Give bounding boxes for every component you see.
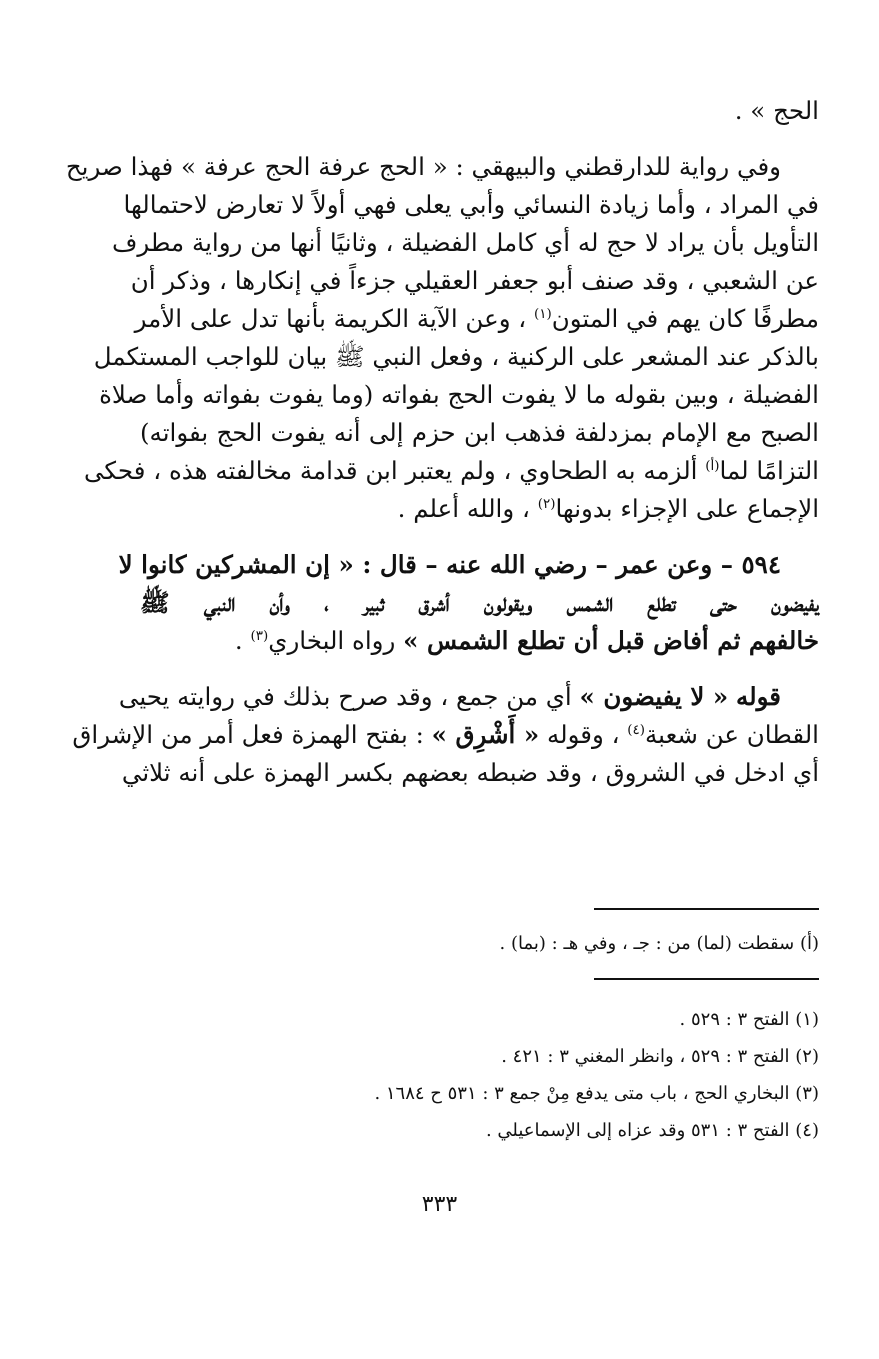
footnote-marker: (١) — [534, 305, 552, 322]
commentary-line: أي ادخل في الشروق ، وقد ضبطه بعضهم بكسر الهمزة على أنه ثلاثي — [121, 758, 819, 787]
footnote: (٣) البخاري الحج ، باب متى يدفع مِنْ جمع ٣ : ٥٣١ ح ١٦٨٤ . — [374, 1083, 819, 1104]
hadith-line: يفيضون حتى تطلع الشمس ويقولون أشرق ثبير ، وأن النبي ﷺ — [140, 588, 819, 617]
apparatus-note: (أ) سقطت (لما) من : جـ ، وفي هـ : (بما) . — [499, 933, 819, 954]
text-line: الفضيلة ، وبين بقوله ما لا يفوت الحج بفواته (وما يفوت بفواته وأما صلاة — [99, 380, 819, 409]
text-line: الصبح مع الإمام بمزدلفة فذهب ابن حزم إلى أنه يفوت الحج بفواته) — [140, 418, 819, 447]
text-line: بالذكر عند المشعر على الركنية ، وفعل النبي ﷺ بيان للواجب المستكمل — [93, 342, 819, 371]
footnote: (٤) الفتح ٣ : ٥٣١ وقد عزاه إلى الإسماعيلي . — [485, 1120, 819, 1141]
separator-rule — [594, 978, 819, 980]
text-line: وفي رواية للدارقطني والبيهقي : « الحج عرفة الحج عرفة » فهذا صريح — [65, 152, 781, 181]
commentary-line: قوله « لا يفيضون » أي من جمع ، وقد صرح بذلك في روايته يحيى — [118, 682, 781, 711]
text-line: التزامًا لما$^{(أ)}$ ألزمه به الطحاوي ، ولم يعتبر ابن قدامة مخالفته هذه ، فحكى — [83, 456, 819, 485]
text-line: الحج » . — [734, 96, 819, 125]
text-line: عن الشعبي ، وقد صنف أبو جعفر العقيلي جزءاً في إنكارها ، وذكر أن — [130, 266, 819, 295]
separator-rule — [594, 908, 819, 910]
apparatus-marker: (أ) — [705, 457, 720, 474]
page-number: ٣٣٣ — [421, 1192, 458, 1217]
main-text — [65, 92, 819, 792]
text-line: في المراد ، وأما زيادة النسائي وأبي يعلى فهي أولاً لا تعارض لاحتمالها — [123, 190, 819, 219]
hadith-line: ٥٩٤ – وعن عمر – رضي الله عنه – قال : « إن المشركين كانوا لا — [118, 550, 781, 579]
text-line: التأويل بأن يراد لا حج له أي كامل الفضيلة ، وثانيًا أنها من رواية مطرف — [112, 228, 819, 257]
text-line: مطرفًا كان يهم في المتون$^{(١)}$ ، وعن الآية الكريمة بأنها تدل على الأمر — [134, 304, 819, 333]
footnote: (١) الفتح ٣ : ٥٢٩ . — [679, 1009, 819, 1030]
hadith-line: خالفهم ثم أفاض قبل أن تطلع الشمس » رواه البخاري$^{(٣)}$ . — [234, 626, 819, 655]
commentary-line: القطان عن شعبة$^{(٤)}$ ، وقوله « أَشْرِق » : بفتح الهمزة فعل أمر من الإشراق — [72, 720, 819, 749]
text-line: الإجماع على الإجزاء بدونها$^{(٢)}$ ، والله أعلم . — [397, 494, 819, 523]
footnote-marker: (٢) — [537, 495, 556, 512]
footnote-marker: (٣) — [250, 627, 269, 644]
footnote: (٢) الفتح ٣ : ٥٢٩ ، وانظر المغني ٣ : ٤٢١ . — [501, 1046, 819, 1067]
footnote-marker: (٤) — [627, 721, 646, 738]
